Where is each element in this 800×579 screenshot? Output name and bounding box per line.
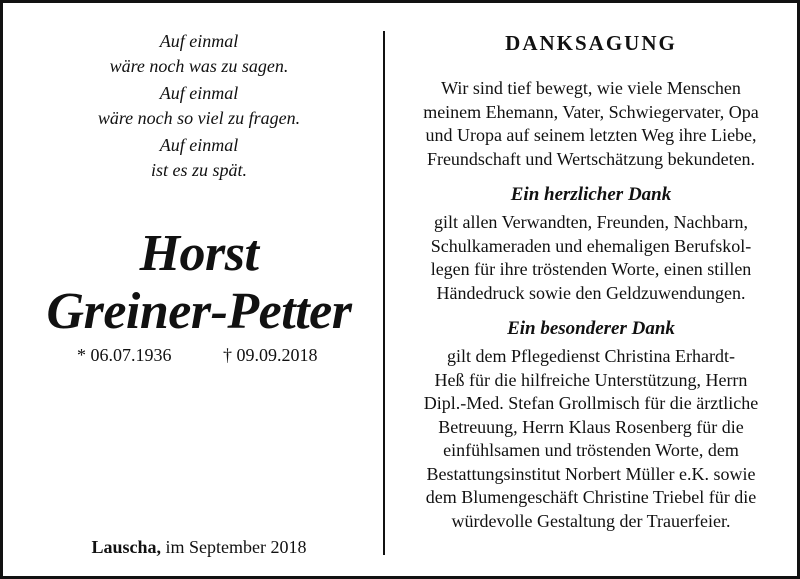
text-line: Bestattungsinstitut Norbert Müller e.K. sowie <box>426 463 756 484</box>
poem-line: ist es zu spät. <box>150 160 247 180</box>
text-line: Freundschaft und Wertschätzung bekundeten. <box>426 148 756 169</box>
section-title-herzlicher-dank: Ein herzlicher Dank <box>510 184 672 205</box>
text-line: gilt dem Pflegedienst Christina Erhardt- <box>447 346 735 366</box>
poem-line: wäre noch so viel zu fragen. <box>97 108 301 128</box>
place-name: Lauscha, <box>91 537 162 557</box>
column-divider <box>383 31 385 555</box>
text-line: Händedruck sowie den Geldzuwendungen. <box>436 282 746 303</box>
text-line: Wir sind tief bewegt, wie viele Menschen <box>441 78 741 98</box>
text-line: würdevolle Gestaltung der Trauerfeier. <box>451 510 731 531</box>
text-line: und Uropa auf seinem letzten Weg ihre Liebe, <box>425 125 757 145</box>
text-line: einfühlsamen und tröstenden Worte, dem <box>443 440 739 460</box>
poem-stanza <box>23 133 375 183</box>
text-line: Schulkameraden und ehemaligen Berufskol- <box>430 235 752 256</box>
deceased-name <box>3 225 395 341</box>
left-column <box>23 29 375 185</box>
text-line: Betreuung, Herrn Klaus Rosenberg für die <box>438 416 744 437</box>
last-name: Greiner-Petter <box>46 283 352 340</box>
poem <box>23 29 375 183</box>
right-column <box>391 29 791 533</box>
text-line: Heß für die hilfreiche Unterstützung, Herrn <box>434 369 748 390</box>
section-title-besonderer-dank: Ein besonderer Dank <box>507 318 675 339</box>
poem-line: wäre noch was zu sagen. <box>109 56 289 76</box>
poem-line: Auf einmal <box>159 135 239 155</box>
poem-stanza <box>23 29 375 79</box>
heading-danksagung: DANKSAGUNG <box>505 31 677 55</box>
section2-paragraph <box>391 345 791 533</box>
poem-line: Auf einmal <box>159 83 239 103</box>
poem-line: Auf einmal <box>159 31 239 51</box>
birth-date: * 06.07.1936 <box>77 345 172 365</box>
poem-stanza <box>23 81 375 131</box>
first-name: Horst <box>139 225 259 282</box>
text-line: meinem Ehemann, Vater, Schwiegervater, Opa <box>423 101 759 122</box>
death-date: † 09.09.2018 <box>223 345 318 365</box>
text-line: gilt allen Verwandten, Freunden, Nachbarn, <box>433 212 749 232</box>
text-line: legen für ihre tröstenden Worte, einen stillen <box>430 259 752 279</box>
text-line: Dipl.-Med. Stefan Grollmisch für die ärztliche <box>423 393 759 413</box>
notice-date: im September 2018 <box>165 537 307 557</box>
intro-paragraph <box>391 77 791 171</box>
text-line: dem Blumengeschäft Christine Triebel für die <box>425 487 757 507</box>
section1-paragraph <box>391 211 791 305</box>
place-and-date <box>23 535 375 559</box>
